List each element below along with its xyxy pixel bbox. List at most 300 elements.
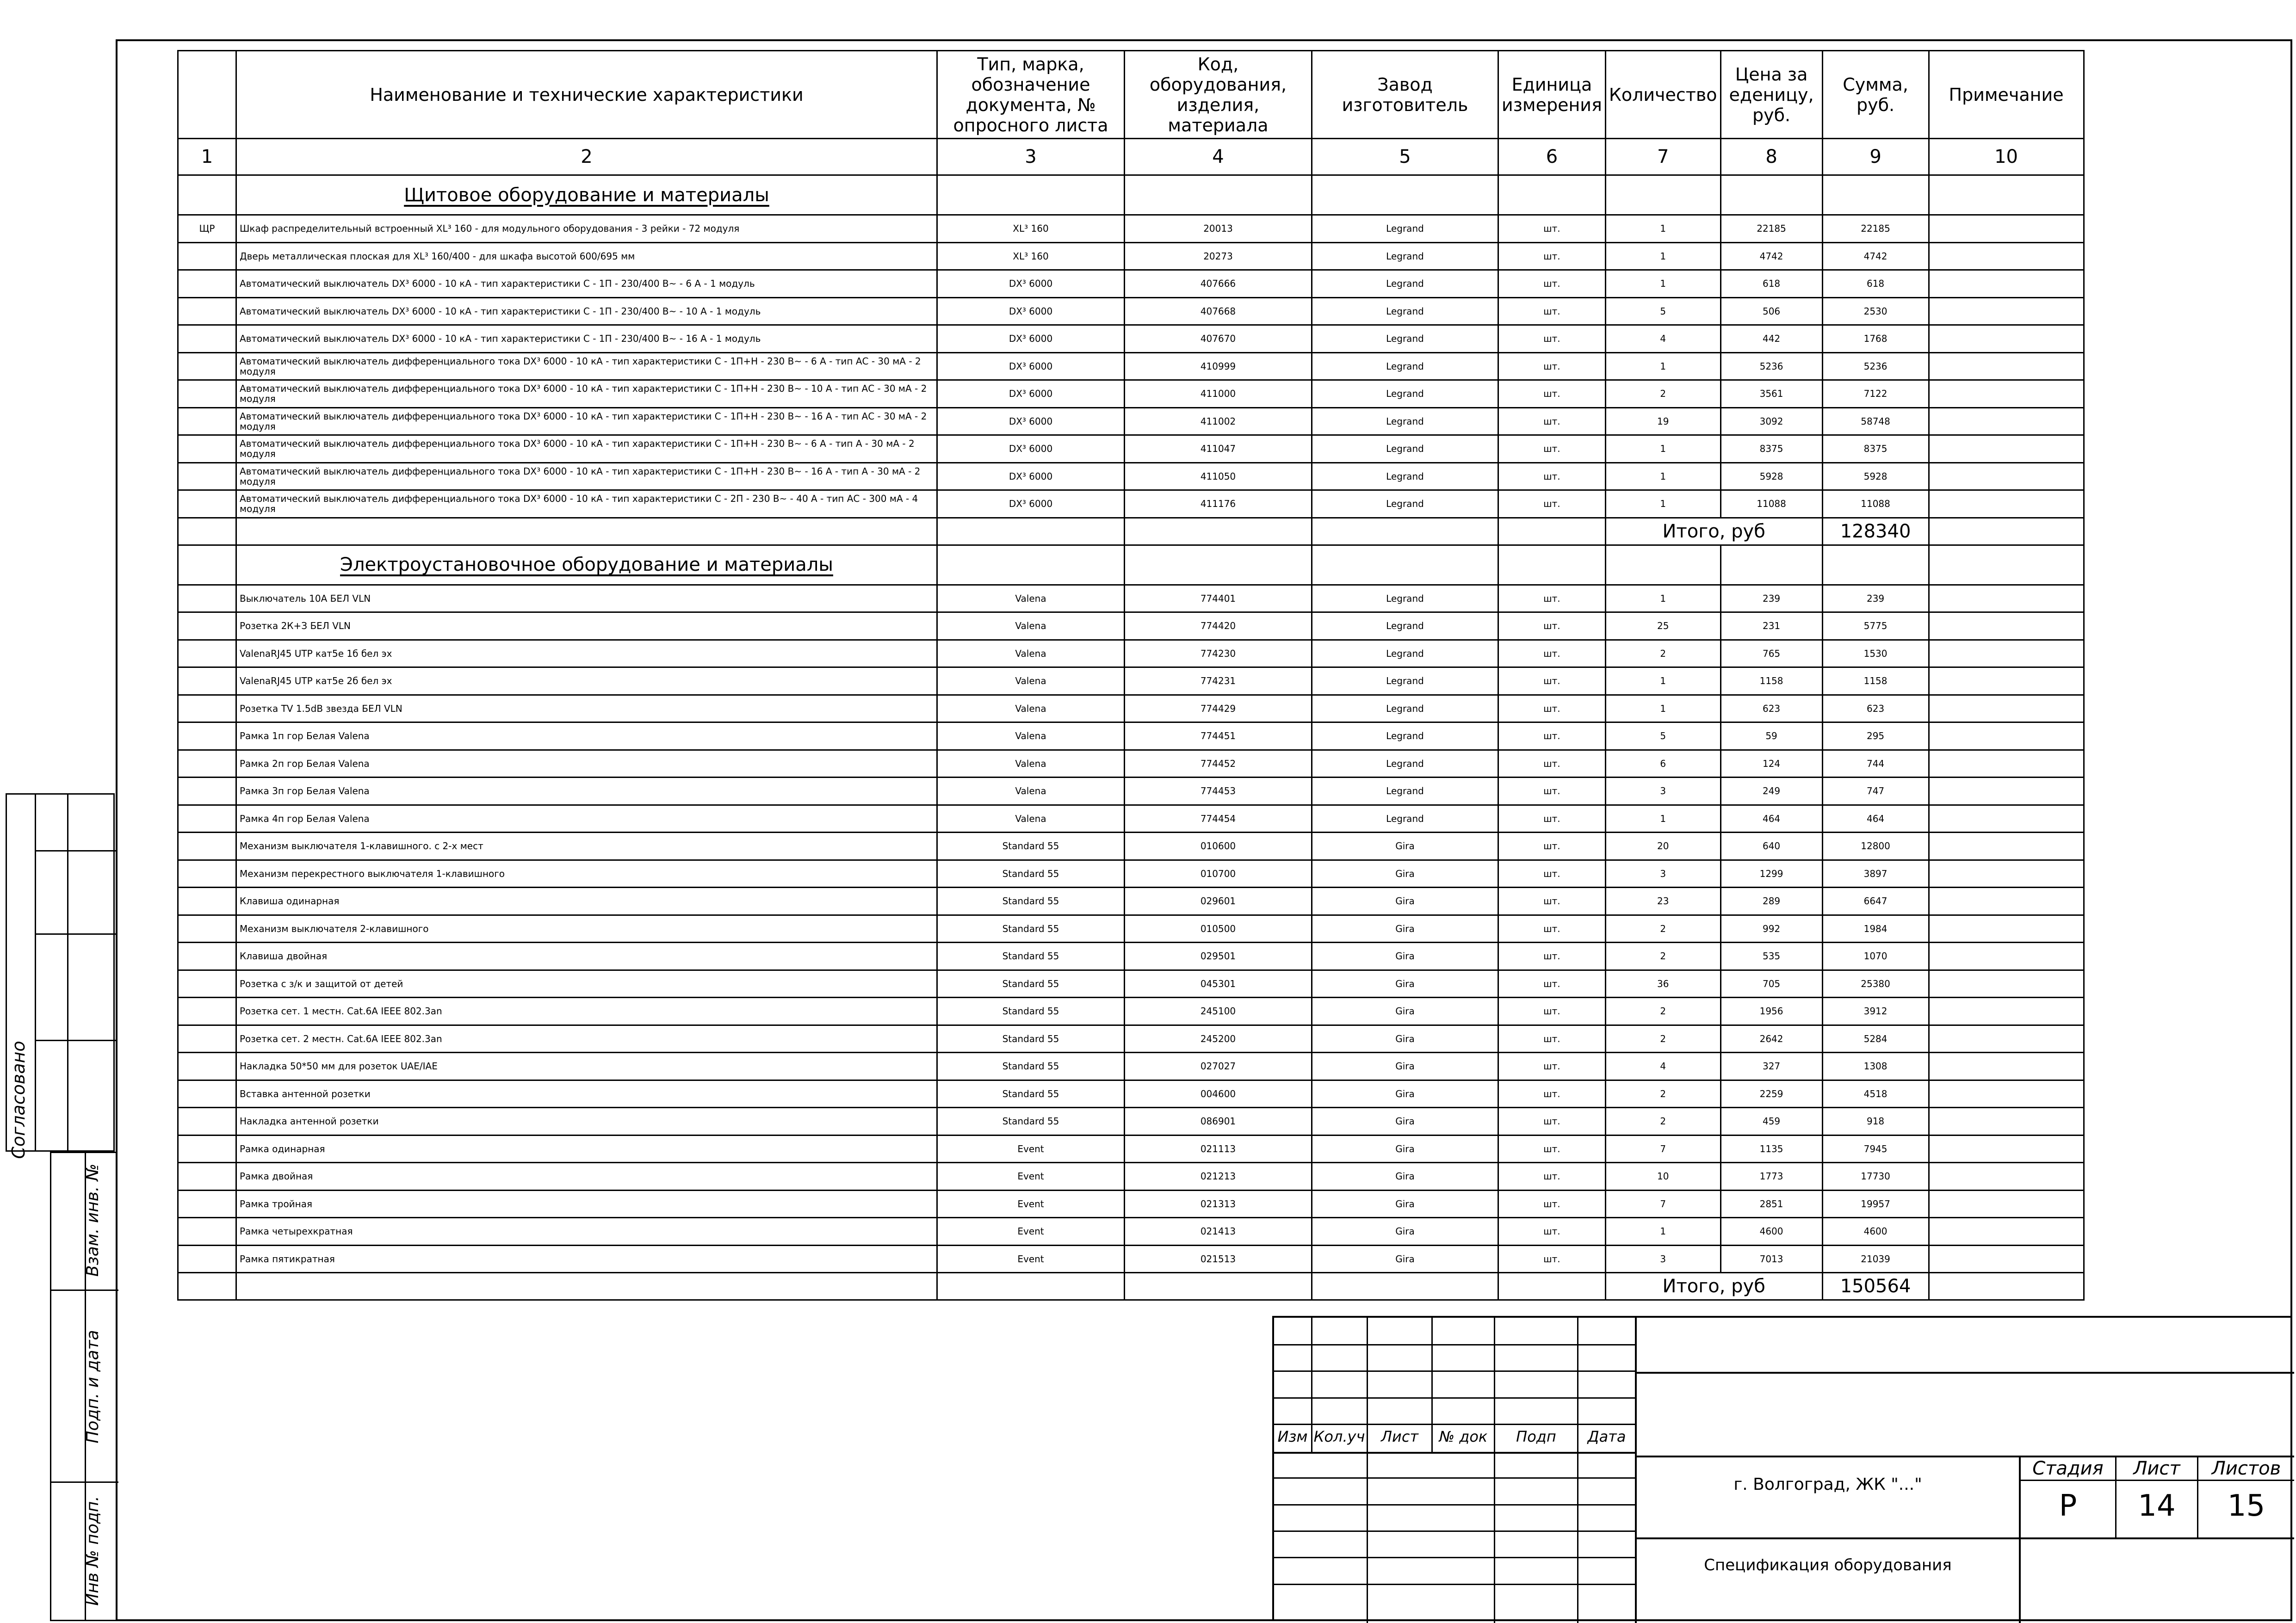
- cell-unit: шт.: [1498, 805, 1606, 833]
- cell-sum: 25380: [1822, 970, 1929, 998]
- cell-type: DX³ 6000: [937, 297, 1125, 325]
- cell-sum: 295: [1822, 722, 1929, 750]
- empty-cell: [1312, 545, 1498, 585]
- cell-type: Valena: [937, 695, 1125, 722]
- cell-note: [1929, 407, 2084, 435]
- cell-factory: Gira: [1312, 888, 1498, 915]
- cell-qty: 23: [1605, 888, 1720, 915]
- cell-qty: 5: [1605, 297, 1720, 325]
- cell-qty: 25: [1605, 612, 1720, 640]
- cell-type: Valena: [937, 722, 1125, 750]
- cell-price: 59: [1720, 722, 1822, 750]
- empty-cell: [236, 518, 937, 545]
- cell-name: Рамка тройная: [236, 1190, 937, 1218]
- cell-qty: 1: [1605, 215, 1720, 243]
- cell-name: Автоматический выключатель DX³ 6000 - 10 кА - тип характеристики C - 1П - 230/400 В~ - 16 А - 1 модуль: [236, 325, 937, 353]
- cell-name: Накладка антенной розетки: [236, 1108, 937, 1135]
- cell-qty: 1: [1605, 242, 1720, 270]
- cell-code: 086901: [1125, 1108, 1312, 1135]
- cell-price: 765: [1720, 640, 1822, 667]
- table-row: [178, 860, 2084, 888]
- cell-type: Standard 55: [937, 998, 1125, 1025]
- column-number: 7: [1605, 139, 1720, 175]
- cell-price: 289: [1720, 888, 1822, 915]
- cell-sum: 12800: [1822, 833, 1929, 860]
- cell-name: Розетка сет. 1 местн. Cat.6A IEEE 802.3an: [236, 998, 937, 1025]
- cell-code: 407668: [1125, 297, 1312, 325]
- table-row: [178, 1053, 2084, 1080]
- cell-note: [1929, 325, 2084, 353]
- header-qty: Количество: [1605, 51, 1720, 139]
- column-number: 1: [178, 139, 236, 175]
- cell-code: 774230: [1125, 640, 1312, 667]
- table-row: [178, 612, 2084, 640]
- cell-sum: 7122: [1822, 380, 1929, 408]
- empty-cell: [1720, 175, 1822, 215]
- cell-factory: Legrand: [1312, 778, 1498, 805]
- column-number: 3: [937, 139, 1125, 175]
- sheet-label: Лист: [2133, 1458, 2180, 1479]
- table-row: [178, 1245, 2084, 1273]
- cell-unit: шт.: [1498, 1108, 1606, 1135]
- total-row: [178, 1273, 2084, 1300]
- cell-note: [1929, 380, 2084, 408]
- cell-qty: 10: [1605, 1163, 1720, 1191]
- empty-cell: [178, 1273, 236, 1300]
- table-row: [178, 888, 2084, 915]
- table-row: [178, 805, 2084, 833]
- empty-cell: [1929, 545, 2084, 585]
- cell-type: Event: [937, 1245, 1125, 1273]
- cell-pos: [178, 640, 236, 667]
- cell-name: Шкаф распределительный встроенный XL³ 160 - для модульного оборудования - 3 рейки - 72 модуля: [236, 215, 937, 243]
- cell-code: 245200: [1125, 1025, 1312, 1053]
- empty-cell: [1498, 175, 1606, 215]
- cell-type: DX³ 6000: [937, 325, 1125, 353]
- cell-name: Выключатель 10А БЕЛ VLN: [236, 585, 937, 612]
- cell-sum: 747: [1822, 778, 1929, 805]
- cell-sum: 918: [1822, 1108, 1929, 1135]
- cell-unit: шт.: [1498, 778, 1606, 805]
- cell-factory: Legrand: [1312, 463, 1498, 490]
- cell-pos: [178, 1135, 236, 1163]
- cell-factory: Legrand: [1312, 805, 1498, 833]
- cell-unit: шт.: [1498, 888, 1606, 915]
- cell-qty: 4: [1605, 325, 1720, 353]
- cell-price: 640: [1720, 833, 1822, 860]
- cell-factory: Gira: [1312, 1163, 1498, 1191]
- stage-value: Р: [2059, 1489, 2077, 1523]
- stamp-podp: Подп: [1516, 1428, 1556, 1445]
- cell-code: 010600: [1125, 833, 1312, 860]
- cell-note: [1929, 915, 2084, 943]
- cell-code: 027027: [1125, 1053, 1312, 1080]
- title-block: [1272, 1316, 2292, 1621]
- table-row: [178, 667, 2084, 695]
- header-factory: Завод изготовитель: [1312, 51, 1498, 139]
- header-unit: Единица измерения: [1498, 51, 1606, 139]
- cell-name: Автоматический выключатель DX³ 6000 - 10 кА - тип характеристики C - 1П - 230/400 В~ - 10 А - 1 модуль: [236, 297, 937, 325]
- cell-factory: Legrand: [1312, 352, 1498, 380]
- cell-name: Рамка двойная: [236, 1163, 937, 1191]
- doc-title: Спецификация оборудования: [1704, 1556, 1952, 1574]
- cell-factory: Legrand: [1312, 640, 1498, 667]
- cell-sum: 17730: [1822, 1163, 1929, 1191]
- empty-cell: [178, 545, 236, 585]
- cell-code: 411000: [1125, 380, 1312, 408]
- cell-type: Standard 55: [937, 915, 1125, 943]
- cell-sum: 5775: [1822, 612, 1929, 640]
- cell-code: 774429: [1125, 695, 1312, 722]
- cell-type: Event: [937, 1135, 1125, 1163]
- column-number: 5: [1312, 139, 1498, 175]
- cell-code: 029501: [1125, 943, 1312, 970]
- cell-factory: Legrand: [1312, 612, 1498, 640]
- cell-name: Автоматический выключатель дифференциального тока DX³ 6000 - 10 кА - тип характеристики C - 1П+Н - 230 В~ - 16 А - тип АС - 30 мА - 2 модуля: [236, 407, 937, 435]
- empty-cell: [1605, 545, 1720, 585]
- cell-unit: шт.: [1498, 1190, 1606, 1218]
- cell-type: Standard 55: [937, 1053, 1125, 1080]
- cell-pos: [178, 888, 236, 915]
- cell-code: 774451: [1125, 722, 1312, 750]
- cell-price: 239: [1720, 585, 1822, 612]
- cell-qty: 19: [1605, 407, 1720, 435]
- cell-code: 021413: [1125, 1218, 1312, 1246]
- cell-unit: шт.: [1498, 915, 1606, 943]
- cell-factory: Gira: [1312, 1053, 1498, 1080]
- cell-note: [1929, 1108, 2084, 1135]
- total-label: Итого, руб: [1605, 518, 1822, 545]
- sign-date-label: Подп. и дата: [83, 1330, 102, 1444]
- table-row: [178, 585, 2084, 612]
- table-row: [178, 1080, 2084, 1108]
- cell-sum: 1158: [1822, 667, 1929, 695]
- cell-code: 021513: [1125, 1245, 1312, 1273]
- cell-pos: [178, 1218, 236, 1246]
- cell-name: Рамка одинарная: [236, 1135, 937, 1163]
- cell-code: 004600: [1125, 1080, 1312, 1108]
- cell-qty: 1: [1605, 667, 1720, 695]
- cell-pos: [178, 297, 236, 325]
- cell-name: Автоматический выключатель дифференциального тока DX³ 6000 - 10 кА - тип характеристики C - 1П+Н - 230 В~ - 10 А - тип АС - 30 мА - 2 модуля: [236, 380, 937, 408]
- cell-code: 774452: [1125, 750, 1312, 778]
- cell-qty: 1: [1605, 695, 1720, 722]
- empty-cell: [1929, 518, 2084, 545]
- cell-sum: 4600: [1822, 1218, 1929, 1246]
- header-price: Цена за еденицу, руб.: [1720, 51, 1822, 139]
- cell-unit: шт.: [1498, 352, 1606, 380]
- cell-sum: 4742: [1822, 242, 1929, 270]
- cell-price: 1956: [1720, 998, 1822, 1025]
- cell-note: [1929, 943, 2084, 970]
- cell-note: [1929, 1053, 2084, 1080]
- empty-cell: [1312, 518, 1498, 545]
- cell-factory: Gira: [1312, 860, 1498, 888]
- cell-factory: Legrand: [1312, 215, 1498, 243]
- cell-code: 411050: [1125, 463, 1312, 490]
- empty-cell: [937, 175, 1125, 215]
- cell-factory: Legrand: [1312, 325, 1498, 353]
- cell-code: 021313: [1125, 1190, 1312, 1218]
- cell-type: Standard 55: [937, 943, 1125, 970]
- section-title-row: [178, 545, 2084, 585]
- cell-sum: 8375: [1822, 435, 1929, 463]
- cell-qty: 20: [1605, 833, 1720, 860]
- cell-price: 231: [1720, 612, 1822, 640]
- cell-sum: 618: [1822, 270, 1929, 298]
- cell-factory: Gira: [1312, 1108, 1498, 1135]
- cell-code: 774454: [1125, 805, 1312, 833]
- cell-name: Клавиша одинарная: [236, 888, 937, 915]
- cell-pos: [178, 1080, 236, 1108]
- inv-orig-label: Инв № подп.: [83, 1496, 102, 1606]
- empty-cell: [1125, 1273, 1312, 1300]
- cell-sum: 744: [1822, 750, 1929, 778]
- cell-qty: 5: [1605, 722, 1720, 750]
- cell-price: 249: [1720, 778, 1822, 805]
- cell-price: 623: [1720, 695, 1822, 722]
- cell-unit: шт.: [1498, 1053, 1606, 1080]
- cell-price: 535: [1720, 943, 1822, 970]
- empty-cell: [1929, 1273, 2084, 1300]
- cell-qty: 1: [1605, 1218, 1720, 1246]
- cell-qty: 1: [1605, 270, 1720, 298]
- cell-note: [1929, 435, 2084, 463]
- cell-note: [1929, 695, 2084, 722]
- cell-factory: Legrand: [1312, 435, 1498, 463]
- cell-type: Valena: [937, 667, 1125, 695]
- cell-type: Standard 55: [937, 970, 1125, 998]
- section-title-cell: [236, 175, 937, 215]
- cell-factory: Legrand: [1312, 667, 1498, 695]
- table-row: [178, 1190, 2084, 1218]
- cell-factory: Gira: [1312, 970, 1498, 998]
- cell-unit: шт.: [1498, 1245, 1606, 1273]
- cell-qty: 1: [1605, 463, 1720, 490]
- cell-type: DX³ 6000: [937, 407, 1125, 435]
- cell-note: [1929, 1025, 2084, 1053]
- cell-note: [1929, 1135, 2084, 1163]
- cell-type: Event: [937, 1218, 1125, 1246]
- cell-name: Механизм выключателя 1-клавишного. с 2-х мест: [236, 833, 937, 860]
- cell-name: Автоматический выключатель дифференциального тока DX³ 6000 - 10 кА - тип характеристики C - 1П+Н - 230 В~ - 6 А - тип АС - 30 мА - 2 модуля: [236, 352, 937, 380]
- header-code: Код, оборудования, изделия, материала: [1125, 51, 1312, 139]
- cell-unit: шт.: [1498, 1025, 1606, 1053]
- cell-code: 010700: [1125, 860, 1312, 888]
- cell-price: 327: [1720, 1053, 1822, 1080]
- cell-price: 3092: [1720, 407, 1822, 435]
- cell-unit: шт.: [1498, 242, 1606, 270]
- cell-type: Standard 55: [937, 1025, 1125, 1053]
- table-row: [178, 640, 2084, 667]
- cell-name: Автоматический выключатель дифференциального тока DX³ 6000 - 10 кА - тип характеристики C - 1П+Н - 230 В~ - 6 А - тип А - 30 мА - 2 модуля: [236, 435, 937, 463]
- cell-unit: шт.: [1498, 750, 1606, 778]
- cell-type: DX³ 6000: [937, 352, 1125, 380]
- cell-name: Розетка с з/к и защитой от детей: [236, 970, 937, 998]
- cell-unit: шт.: [1498, 435, 1606, 463]
- cell-price: 1135: [1720, 1135, 1822, 1163]
- cell-sum: 5236: [1822, 352, 1929, 380]
- cell-note: [1929, 352, 2084, 380]
- cell-factory: Legrand: [1312, 490, 1498, 518]
- cell-qty: 2: [1605, 1108, 1720, 1135]
- cell-price: 124: [1720, 750, 1822, 778]
- cell-sum: 22185: [1822, 215, 1929, 243]
- cell-note: [1929, 1163, 2084, 1191]
- cell-pos: [178, 490, 236, 518]
- cell-note: [1929, 1080, 2084, 1108]
- cell-code: 774420: [1125, 612, 1312, 640]
- cell-note: [1929, 270, 2084, 298]
- cell-qty: 3: [1605, 1245, 1720, 1273]
- table-row: [178, 380, 2084, 408]
- table-row: [178, 490, 2084, 518]
- table-row: [178, 242, 2084, 270]
- cell-name: Дверь металлическая плоская для XL³ 160/400 - для шкафа высотой 600/695 мм: [236, 242, 937, 270]
- cell-price: 1773: [1720, 1163, 1822, 1191]
- cell-pos: [178, 380, 236, 408]
- table-row: [178, 215, 2084, 243]
- stamp-list: Лист: [1380, 1428, 1419, 1445]
- cell-note: [1929, 490, 2084, 518]
- cell-code: 010500: [1125, 915, 1312, 943]
- cell-code: 774401: [1125, 585, 1312, 612]
- cell-type: DX³ 6000: [937, 380, 1125, 408]
- cell-note: [1929, 1190, 2084, 1218]
- cell-price: 459: [1720, 1108, 1822, 1135]
- cell-note: [1929, 585, 2084, 612]
- header-name: Наименование и технические характеристики: [236, 51, 937, 139]
- empty-cell: [178, 518, 236, 545]
- cell-price: 618: [1720, 270, 1822, 298]
- table-row: [178, 1163, 2084, 1191]
- cell-factory: Gira: [1312, 1080, 1498, 1108]
- cell-name: Накладка 50*50 мм для розеток UAE/IAE: [236, 1053, 937, 1080]
- column-number: 9: [1822, 139, 1929, 175]
- cell-price: 2851: [1720, 1190, 1822, 1218]
- cell-sum: 11088: [1822, 490, 1929, 518]
- empty-cell: [1498, 545, 1606, 585]
- cell-type: DX³ 6000: [937, 490, 1125, 518]
- cell-name: Рамка четырехкратная: [236, 1218, 937, 1246]
- cell-factory: Gira: [1312, 943, 1498, 970]
- table-row: [178, 463, 2084, 490]
- cell-pos: [178, 352, 236, 380]
- cell-unit: шт.: [1498, 407, 1606, 435]
- cell-note: [1929, 215, 2084, 243]
- table-row: [178, 722, 2084, 750]
- cell-price: 5928: [1720, 463, 1822, 490]
- cell-price: 4742: [1720, 242, 1822, 270]
- cell-pos: [178, 407, 236, 435]
- cell-note: [1929, 463, 2084, 490]
- cell-pos: [178, 1190, 236, 1218]
- cell-pos: [178, 242, 236, 270]
- cell-note: [1929, 297, 2084, 325]
- cell-unit: шт.: [1498, 270, 1606, 298]
- cell-pos: [178, 750, 236, 778]
- empty-cell: [1822, 545, 1929, 585]
- cell-unit: шт.: [1498, 490, 1606, 518]
- cell-sum: 464: [1822, 805, 1929, 833]
- cell-name: Механизм выключателя 2-клавишного: [236, 915, 937, 943]
- cell-unit: шт.: [1498, 297, 1606, 325]
- cell-note: [1929, 1218, 2084, 1246]
- cell-price: 2642: [1720, 1025, 1822, 1053]
- sheets-label: Листов: [2211, 1458, 2281, 1479]
- cell-qty: 2: [1605, 380, 1720, 408]
- cell-price: 7013: [1720, 1245, 1822, 1273]
- cell-name: ValenaRJ45 UTP кат5е 2б бел эх: [236, 667, 937, 695]
- cell-pos: [178, 1245, 236, 1273]
- cell-code: 245100: [1125, 998, 1312, 1025]
- cell-qty: 36: [1605, 970, 1720, 998]
- cell-type: Valena: [937, 750, 1125, 778]
- cell-sum: 623: [1822, 695, 1929, 722]
- stage-label: Стадия: [2032, 1458, 2104, 1479]
- cell-type: Event: [937, 1190, 1125, 1218]
- cell-qty: 4: [1605, 1053, 1720, 1080]
- cell-qty: 3: [1605, 860, 1720, 888]
- table-row: [178, 297, 2084, 325]
- cell-price: 8375: [1720, 435, 1822, 463]
- empty-cell: [1498, 1273, 1606, 1300]
- side-stamp: [50, 1152, 117, 1621]
- cell-type: DX³ 6000: [937, 270, 1125, 298]
- cell-price: 11088: [1720, 490, 1822, 518]
- cell-factory: Legrand: [1312, 242, 1498, 270]
- cell-note: [1929, 242, 2084, 270]
- cell-factory: Gira: [1312, 1245, 1498, 1273]
- cell-note: [1929, 640, 2084, 667]
- cell-type: Valena: [937, 585, 1125, 612]
- cell-type: Valena: [937, 778, 1125, 805]
- cell-type: DX³ 6000: [937, 435, 1125, 463]
- empty-cell: [1822, 175, 1929, 215]
- stamp-kol: Кол.уч: [1313, 1428, 1365, 1445]
- cell-sum: 3912: [1822, 998, 1929, 1025]
- cell-pos: [178, 463, 236, 490]
- section-title: Щитовое оборудование и материалы: [404, 184, 769, 206]
- cell-factory: Gira: [1312, 998, 1498, 1025]
- cell-type: Standard 55: [937, 860, 1125, 888]
- cell-price: 442: [1720, 325, 1822, 353]
- cell-type: Standard 55: [937, 833, 1125, 860]
- cell-note: [1929, 805, 2084, 833]
- cell-type: Valena: [937, 805, 1125, 833]
- column-number-row: [178, 139, 2084, 175]
- cell-price: 1158: [1720, 667, 1822, 695]
- cell-unit: шт.: [1498, 667, 1606, 695]
- cell-unit: шт.: [1498, 1135, 1606, 1163]
- cell-unit: шт.: [1498, 695, 1606, 722]
- empty-cell: [1312, 1273, 1498, 1300]
- cell-unit: шт.: [1498, 585, 1606, 612]
- cell-note: [1929, 970, 2084, 998]
- column-number: 2: [236, 139, 937, 175]
- cell-pos: [178, 667, 236, 695]
- stamp-izm: Изм: [1277, 1428, 1308, 1445]
- empty-cell: [1929, 175, 2084, 215]
- cell-pos: [178, 833, 236, 860]
- empty-cell: [937, 1273, 1125, 1300]
- column-number: 4: [1125, 139, 1312, 175]
- cell-note: [1929, 998, 2084, 1025]
- cell-unit: шт.: [1498, 612, 1606, 640]
- cell-pos: [178, 1053, 236, 1080]
- cell-unit: шт.: [1498, 860, 1606, 888]
- cell-unit: шт.: [1498, 722, 1606, 750]
